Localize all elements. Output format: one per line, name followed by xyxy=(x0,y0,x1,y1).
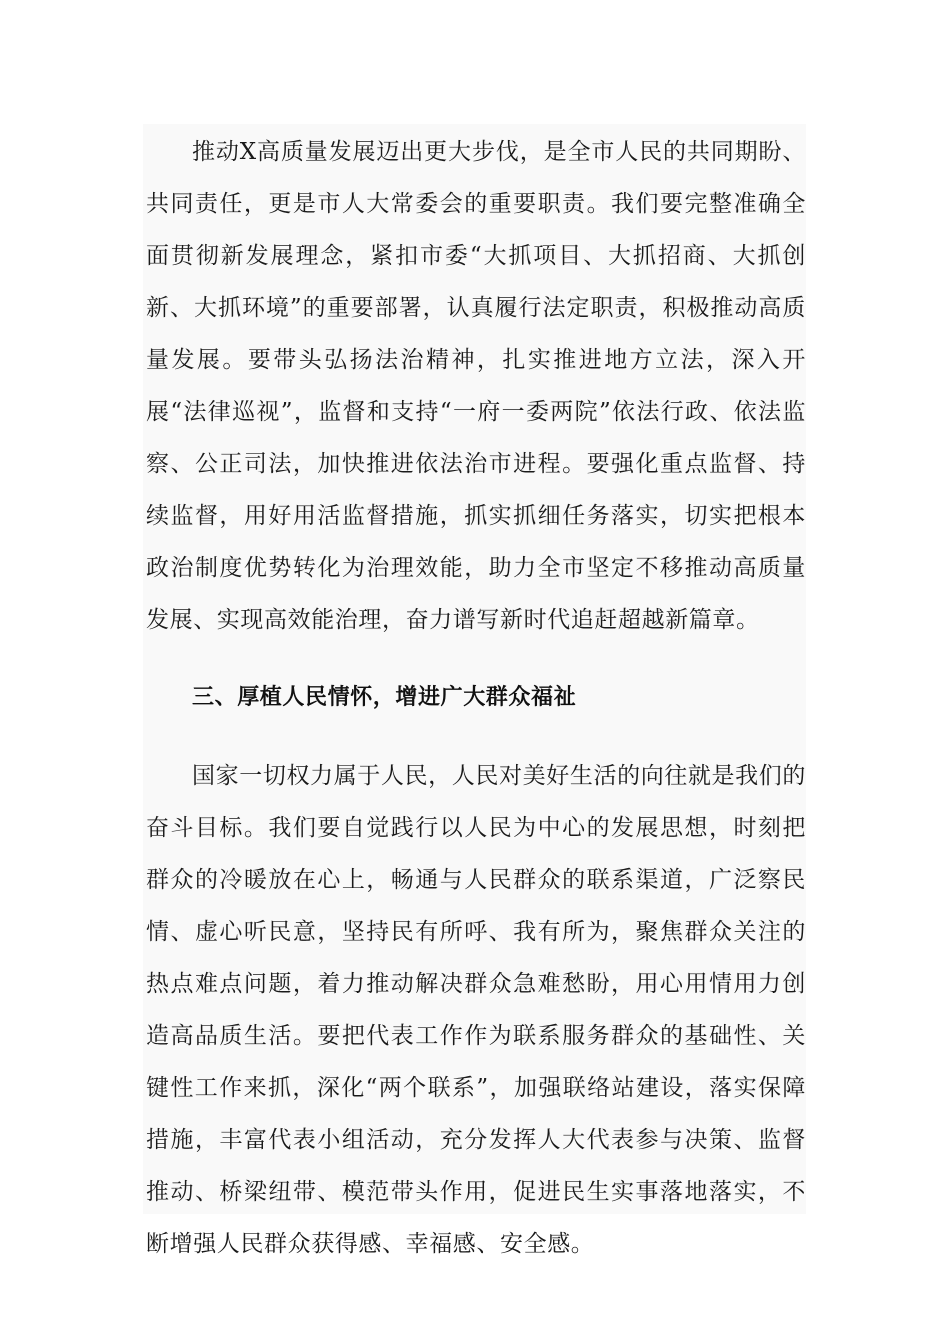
paragraph-people-welfare: 国家一切权力属于人民，人民对美好生活的向往就是我们的奋斗目标。我们要自觉践行以人民为中心的发展思想，时刻把群众的冷暖放在心上，畅通与人民群众的联系渠道，广泛察民情、虚心听民意，坚持民有所呼、我有所为，聚焦群众关注的热点难点问题，着力推动解决群众急难愁盼，用心用情用力创造高品质生活。要把代表工作作为联系服务群众的基础性、关键性工作来抓，深化“两个联系”，加强联络站建设，落实保障措施，丰富代表小组活动，充分发挥人大代表参与决策、监督推动、桥梁纽带、模范带头作用，促进民生实事落地落实，不断增强人民群众获得感、幸福感、安全感。 xyxy=(146,763,806,1257)
document-body xyxy=(146,126,806,1270)
section-heading-3: 三、厚植人民情怀，增进广大群众福祉 xyxy=(192,685,577,710)
paragraph-high-quality-development: 推动X高质量发展迈出更大步伐，是全市人民的共同期盼、共同责任，更是市人大常委会的重要职责。我们要完整准确全面贯彻新发展理念，紧扣市委“大抓项目、大抓招商、大抓创新、大抓环境”的重要部署，认真履行法定职责，积极推动高质量发展。要带头弘扬法治精神，扎实推进地方立法，深入开展“法律巡视”，监督和支持“一府一委两院”依法行政、依法监察、公正司法，加快推进依法治市进程。要强化重点监督、持续监督，用好用活监督措施，抓实抓细任务落实，切实把根本政治制度优势转化为治理效能，助力全市坚定不移推动高质量发展、实现高效能治理，奋力谱写新时代追赶超越新篇章。 xyxy=(146,139,806,633)
